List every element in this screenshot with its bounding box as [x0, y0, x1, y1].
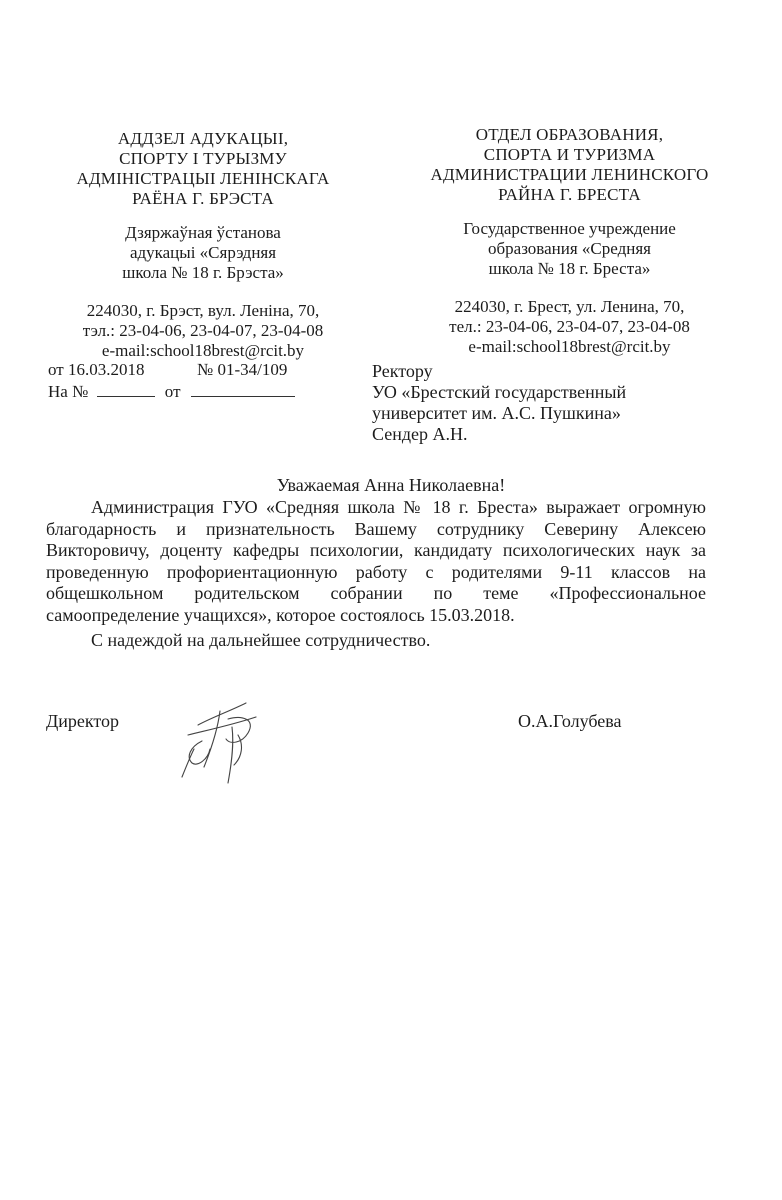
addressee-block [372, 361, 626, 445]
institution-line: Государственное учреждение [463, 219, 676, 238]
registration-date-row [48, 359, 295, 381]
institution-line: школа № 18 г. Бреста» [488, 259, 651, 278]
institution-name-ru [392, 219, 747, 279]
org-name-be [28, 129, 378, 209]
org-line: АДДЗЕЛ АДУКАЦЫІ, [117, 129, 289, 148]
org-line: ОТДЕЛ ОБРАЗОВАНИЯ, [475, 125, 664, 144]
institution-line: адукацыі «Сярэдняя [129, 243, 277, 262]
address-line: 224030, г. Брест, ул. Ленина, 70, [454, 297, 685, 316]
reference-date-label: от [164, 382, 181, 401]
addressee-line: Сендер А.Н. [372, 424, 468, 444]
org-line: СПОРТА И ТУРИЗМА [483, 145, 656, 164]
registration-block [48, 359, 295, 403]
letterhead-belarusian [28, 129, 378, 361]
letter-closing: С надеждой на дальнейшее сотрудничество. [91, 630, 431, 650]
letter-paragraph: Администрация ГУО «Средняя школа № 18 г. Бреста» выражает огромную благодарность и признательность Вашему сотруднику Северину Алексею Викторовичу, доценту кафедры психологии, кандидату психологических наук за проведенную профориентационную работу с родителями 9-11 классов на общешкольном родительском собрании по теме «Профессиональное самоопределение учащихся», которое состоялось 15.03.2018. [46, 497, 706, 625]
salutation: Уважаемая Анна Николаевна! [276, 475, 506, 495]
institution-name-be [28, 223, 378, 283]
email-line: e-mail:school18brest@rcit.by [468, 337, 671, 356]
addressee-line: университет им. А.С. Пушкина» [372, 403, 621, 423]
reference-number-label: На № [48, 382, 89, 401]
address-ru [392, 297, 747, 357]
outgoing-date: от 16.03.2018 [48, 360, 145, 379]
org-name-ru [392, 125, 747, 205]
address-line: 224030, г. Брэст, вул. Леніна, 70, [86, 301, 320, 320]
org-line: РАЁНА Г. БРЭСТА [132, 189, 274, 208]
email-line: e-mail:school18brest@rcit.by [101, 341, 305, 360]
address-be [28, 301, 378, 361]
addressee-line: Ректору [372, 361, 433, 381]
org-line: АДМІНІСТРАЦЫІ ЛЕНІНСКАГА [76, 169, 330, 188]
institution-line: школа № 18 г. Брэста» [122, 263, 284, 282]
reference-row [48, 381, 295, 403]
signer-name: О.А.Голубева [518, 711, 622, 731]
addressee-line: УО «Брестский государственный [372, 382, 627, 402]
org-line: РАЙНА Г. БРЕСТА [498, 185, 641, 204]
institution-line: образования «Средняя [488, 239, 651, 258]
outgoing-number: № 01-34/109 [196, 360, 288, 379]
phone-line: тэл.: 23-04-06, 23-04-07, 23-04-08 [82, 321, 324, 340]
signer-position: Директор [46, 711, 120, 731]
reference-number-blank [97, 382, 155, 397]
institution-line: Дзяржаўная ўстанова [125, 223, 281, 242]
letterhead-russian [392, 125, 747, 357]
org-line: АДМИНИСТРАЦИИ ЛЕНИНСКОГО [430, 165, 709, 184]
phone-line: тел.: 23-04-06, 23-04-07, 23-04-08 [449, 317, 690, 336]
reference-date-blank [191, 382, 295, 397]
letter-body [46, 497, 706, 652]
handwritten-signature [168, 697, 278, 787]
org-line: СПОРТУ І ТУРЫЗМУ [119, 149, 287, 168]
